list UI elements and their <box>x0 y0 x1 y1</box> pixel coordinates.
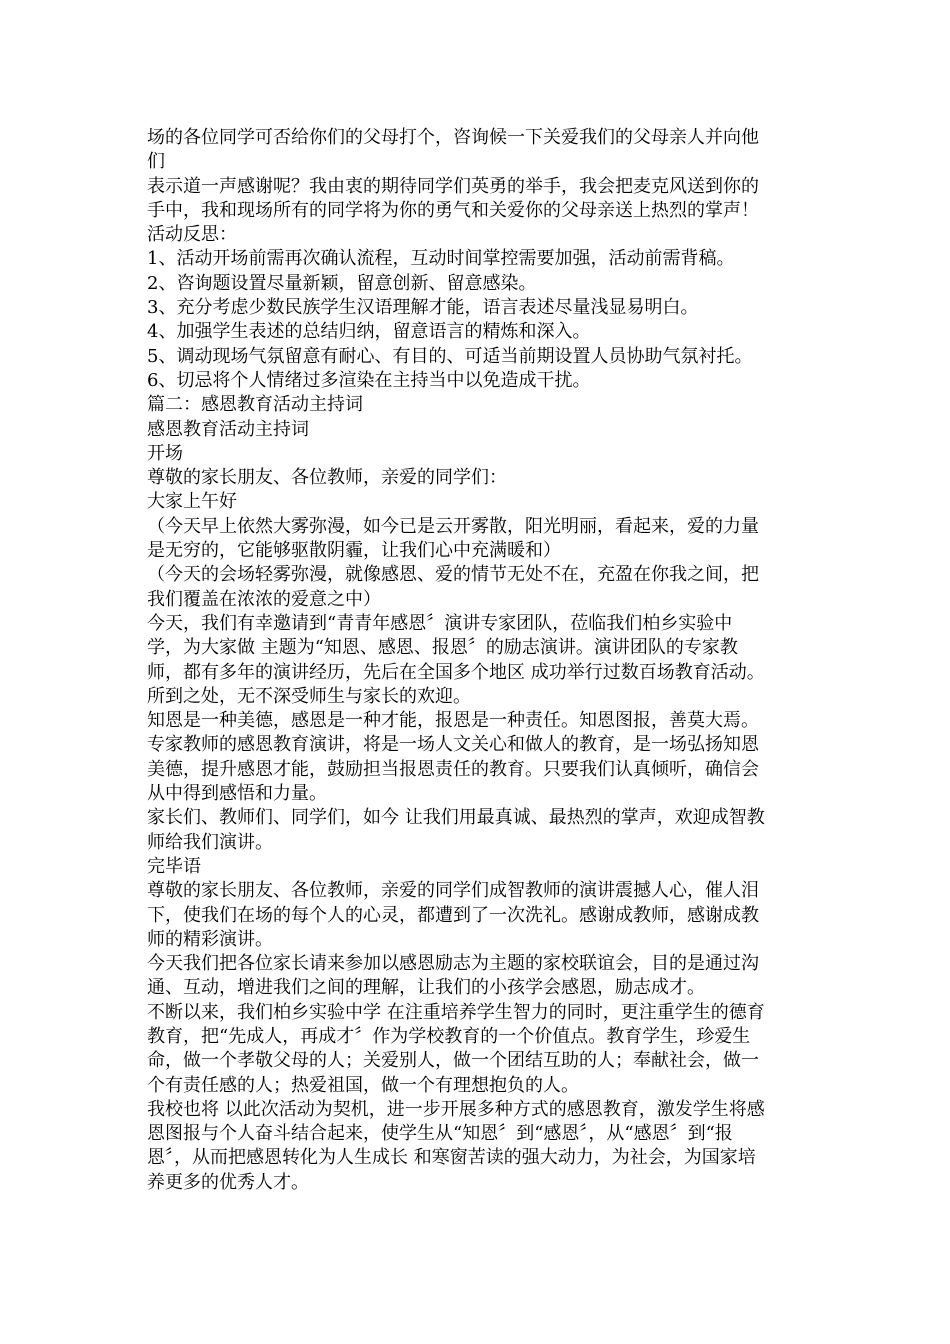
text-line: 尊敬的家长朋友、各位教师，亲爱的同学们成智教师的演讲震撼人心，催人泪 <box>147 880 759 902</box>
text-line: 5、调动现场气氛留意有耐心、有目的、可适当前期设置人员协助气氛衬托。 <box>147 345 753 367</box>
text-line: 我校也将 以此次活动为契机，进一步开展多种方式的感恩教育，激发学生将感 <box>147 1098 765 1120</box>
text-line: 大家上午好 <box>147 491 237 513</box>
text-line: 开场 <box>147 442 183 464</box>
text-line: 6、切忌将个人情绪过多渲染在主持当中以免造成干扰。 <box>147 369 591 391</box>
text-line: 2、咨询题设置尽量新颖，留意创新、留意感染。 <box>147 272 537 294</box>
text-line: 4、加强学生表述的总结归纳，留意语言的精炼和深入。 <box>147 321 591 343</box>
document-page <box>147 126 807 1195</box>
text-line: 完毕语 <box>147 855 201 877</box>
text-line: 师给我们演讲。 <box>147 831 273 853</box>
text-line: 下，使我们在场的每个人的心灵，都遭到了一次洗礼。感谢成教师，感谢成教 <box>147 904 759 926</box>
text-line: 是无穷的，它能够驱散阴霾，让我们心中充满暖和） <box>147 540 561 562</box>
text-line: 知恩是一种美德，感恩是一种才能，报恩是一种责任。知恩图报，善莫大焉。 <box>147 710 759 732</box>
text-line: 今天我们把各位家长请来参加以感恩励志为主题的家校联谊会，目的是通过沟 <box>147 953 759 975</box>
text-line: 命，做一个孝敬父母的人；关爱别人，做一个团结互助的人；奉献社会，做一 <box>147 1050 759 1072</box>
text-line: 美德，提升感恩才能，鼓励担当报恩责任的教育。只要我们认真倾听，确信会 <box>147 758 759 780</box>
text-line: 我们覆盖在浓浓的爱意之中） <box>147 588 381 610</box>
text-line: 尊敬的家长朋友、各位教师，亲爱的同学们： <box>147 467 507 489</box>
text-line: （今天的会场轻雾弥漫，就像感恩、爱的情节无处不在，充盈在你我之间，把 <box>147 564 759 586</box>
text-line: 不断以来，我们柏乡实验中学 在注重培养学生智力的同时，更注重学生的德育 <box>147 1001 765 1023</box>
text-line: 篇二：感恩教育活动主持词 <box>147 394 363 416</box>
text-line: 家长们、教师们、同学们，如今 让我们用最真诚、最热烈的掌声，欢迎成智教 <box>147 807 765 829</box>
text-line: 专家教师的感恩教育演讲，将是一场人文关心和做人的教育，是一场弘扬知恩 <box>147 734 759 756</box>
text-line: 师的精彩演讲。 <box>147 928 273 950</box>
text-line: 活动反思： <box>147 224 237 246</box>
text-line: 手中，我和现场所有的同学将为你的勇气和关爱你的父母亲送上热烈的掌声！ <box>147 199 759 221</box>
text-line: 恩图报与个人奋斗结合起来，使学生从“知恩〞到“感恩〞，从“感恩〞到“报 <box>147 1123 733 1145</box>
text-line: 感恩教育活动主持词 <box>147 418 309 440</box>
text-line: 1、活动开场前需再次确认流程，互动时间掌控需要加强，活动前需背稿。 <box>147 248 735 270</box>
text-line: 通、互动，增进我们之间的理解，让我们的小孩学会感恩，励志成才。 <box>147 977 705 999</box>
text-line: 养更多的优秀人才。 <box>147 1171 309 1193</box>
text-line: 学，为大家做 主题为“知恩、感恩、报恩〞的励志演讲。演讲团队的专家教 <box>147 637 738 659</box>
text-line: 场的各位同学可否给你们的父母打个，咨询候一下关爱我们的父母亲人并向他 <box>147 127 759 148</box>
text-line: 恩〞，从而把感恩转化为人生成长 和寒窗苦读的强大动力，为社会，为国家培 <box>147 1147 756 1169</box>
text-line: 个有责任感的人；热爱祖国，做一个有理想抱负的人。 <box>147 1074 579 1096</box>
text-line: 从中得到感悟和力量。 <box>147 783 327 805</box>
text-line: 3、充分考虑少数民族学生汉语理解才能，语言表述尽量浅显易明白。 <box>147 297 699 319</box>
text-line: 所到之处，无不深受师生与家长的欢迎。 <box>147 685 471 707</box>
text-line: 今天，我们有幸邀请到“青青年感恩〞演讲专家团队，莅临我们柏乡实验中 <box>147 612 733 634</box>
text-line: 们 <box>147 151 165 173</box>
text-line: 教育，把“先成人，再成才〞作为学校教育的一个价值点。教育学生，珍爱生 <box>147 1025 751 1047</box>
text-line: 表示道一声感谢呢？我由衷的期待同学们英勇的举手，我会把麦克风送到你的 <box>147 175 759 197</box>
text-line: （今天早上依然大雾弥漫，如今已是云开雾散，阳光明丽，看起来，爱的力量 <box>147 515 759 537</box>
text-line: 师，都有多年的演讲经历，先后在全国多个地区 成功举行过数百场教育活动。 <box>147 661 765 683</box>
